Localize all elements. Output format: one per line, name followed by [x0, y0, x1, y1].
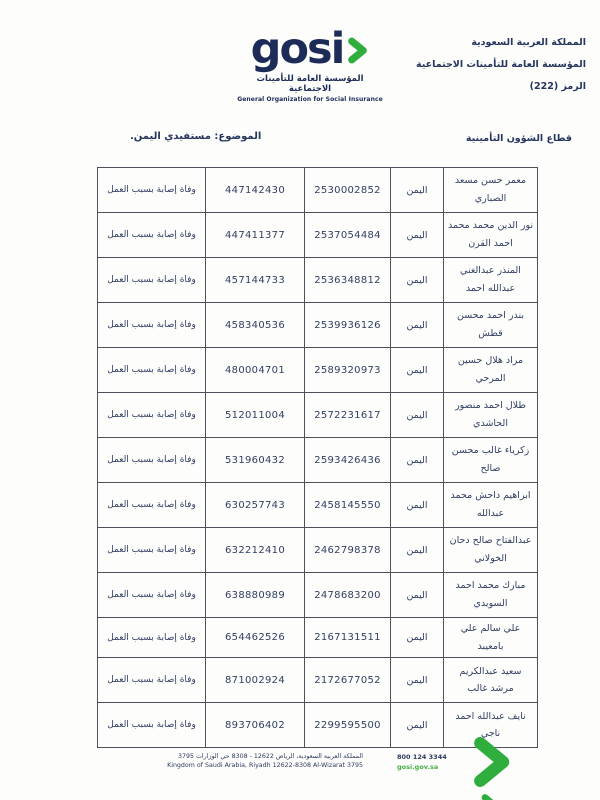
cell-reason: وفاة إصابة بسبب العمل	[98, 483, 206, 528]
cell-name: ابراهيم داحش محمد عبدالله	[444, 483, 538, 528]
table-row	[98, 438, 538, 483]
cell-number1: 2299595500	[305, 703, 391, 748]
cell-country: اليمن	[391, 483, 444, 528]
cell-country: اليمن	[391, 168, 444, 213]
table-row	[98, 618, 538, 658]
cell-number1: 2530002852	[305, 168, 391, 213]
cell-number2: 458340536	[206, 303, 305, 348]
cell-name: معمر حسن مسعد الصباري	[444, 168, 538, 213]
logo-subtitle-arabic: المؤسسة العامة للتأمينات الاجتماعية	[256, 74, 364, 94]
cell-number1: 2462798378	[305, 528, 391, 573]
cell-name: زكرياء غالب محسن صالح	[444, 438, 538, 483]
letterhead-block	[416, 37, 586, 103]
cell-number1: 2172677052	[305, 658, 391, 703]
cell-number2: 630257743	[206, 483, 305, 528]
gosi-logo	[236, 24, 384, 103]
cell-name: نور الدين محمد محمد احمد القرن	[444, 213, 538, 258]
cell-name: سعيد عبدالكريم مرشد غالب	[444, 658, 538, 703]
cell-number2: 480004701	[206, 348, 305, 393]
beneficiaries-table	[97, 167, 538, 748]
cell-number2: 632212410	[206, 528, 305, 573]
cell-number1: 2537054484	[305, 213, 391, 258]
subject-line: الموضوع: مستفيدي اليمن.	[130, 131, 262, 142]
cell-reason: وفاة إصابة بسبب العمل	[98, 213, 206, 258]
cell-number2: 654462526	[206, 618, 305, 658]
table-row	[98, 348, 538, 393]
footer-contact	[397, 753, 447, 772]
logo-subtitle-english: General Organization for Social Insurance	[237, 96, 383, 103]
cell-reason: وفاة إصابة بسبب العمل	[98, 168, 206, 213]
cell-country: اليمن	[391, 258, 444, 303]
cell-reason: وفاة إصابة بسبب العمل	[98, 258, 206, 303]
cell-number2: 638880989	[206, 573, 305, 618]
cell-name: بندر احمد محسن قطش	[444, 303, 538, 348]
chevron-right-icon	[346, 35, 369, 70]
cell-number2: 871002924	[206, 658, 305, 703]
cell-name: طلال احمد منصور الحاشدي	[444, 393, 538, 438]
gosi-wordmark: gosi	[250, 24, 344, 74]
table-row	[98, 213, 538, 258]
cell-country: اليمن	[391, 573, 444, 618]
cell-reason: وفاة إصابة بسبب العمل	[98, 573, 206, 618]
letterhead-country-line: المملكة العربية السعودية	[471, 37, 586, 48]
cell-country: اليمن	[391, 528, 444, 573]
cell-name: مراد هلال حسين المرحي	[444, 348, 538, 393]
cell-number1: 2589320973	[305, 348, 391, 393]
cell-name: علي سالم علي بامعيبد	[444, 618, 538, 658]
letterhead-organization-line: المؤسسة العامة للتأمينات الاجتماعية	[416, 59, 586, 70]
gosi-wordmark-row	[236, 24, 384, 74]
cell-reason: وفاة إصابة بسبب العمل	[98, 393, 206, 438]
cell-number2: 512011004	[206, 393, 305, 438]
cell-number1: 2458145550	[305, 483, 391, 528]
cell-number1: 2539936126	[305, 303, 391, 348]
cell-number2: 893706402	[206, 703, 305, 748]
footer-address-arabic: المملكة العربية السعودية، الرياض 12622 - 8308 حي الوزارات 3795	[177, 753, 363, 760]
sector-line: قطاع الشؤون التأمينية	[465, 133, 572, 144]
cell-country: اليمن	[391, 393, 444, 438]
cell-name: المنذر عبدالغني عبدالله احمد	[444, 258, 538, 303]
cell-number1: 2536348812	[305, 258, 391, 303]
cell-number1: 2167131511	[305, 618, 391, 658]
table-row	[98, 393, 538, 438]
cell-number2: 531960432	[206, 438, 305, 483]
table-row	[98, 573, 538, 618]
table-row	[98, 483, 538, 528]
cell-country: اليمن	[391, 438, 444, 483]
cell-number1: 2478683200	[305, 573, 391, 618]
cell-name: عبدالفتاح صالح دحان الخولاني	[444, 528, 538, 573]
cell-country: اليمن	[391, 213, 444, 258]
letterhead-code-line: الرمز (222)	[529, 81, 586, 92]
footer-address	[167, 752, 363, 770]
cell-country: اليمن	[391, 703, 444, 748]
cell-reason: وفاة إصابة بسبب العمل	[98, 703, 206, 748]
footer-address-english: Kingdom of Saudi Arabia, Riyadh 12622-8308 Al-Wizarat 3795	[167, 762, 363, 769]
cell-number2: 447411377	[206, 213, 305, 258]
table-row	[98, 658, 538, 703]
chevron-right-partial-icon	[477, 793, 505, 800]
cell-reason: وفاة إصابة بسبب العمل	[98, 438, 206, 483]
cell-number1: 2593426436	[305, 438, 391, 483]
cell-country: اليمن	[391, 618, 444, 658]
chevron-right-icon	[468, 735, 514, 793]
cell-reason: وفاة إصابة بسبب العمل	[98, 528, 206, 573]
table-row	[98, 528, 538, 573]
cell-number1: 2572231617	[305, 393, 391, 438]
cell-country: اليمن	[391, 303, 444, 348]
cell-reason: وفاة إصابة بسبب العمل	[98, 658, 206, 703]
cell-reason: وفاة إصابة بسبب العمل	[98, 303, 206, 348]
cell-name: نايف عبدالله احمد ناجي	[444, 703, 538, 748]
cell-name: مبارك محمد احمد السويدي	[444, 573, 538, 618]
cell-country: اليمن	[391, 348, 444, 393]
table-row	[98, 258, 538, 303]
cell-country: اليمن	[391, 658, 444, 703]
cell-reason: وفاة إصابة بسبب العمل	[98, 618, 206, 658]
cell-number2: 457144733	[206, 258, 305, 303]
table-body	[98, 168, 538, 748]
footer-website: gosi.gov.sa	[397, 762, 439, 771]
cell-reason: وفاة إصابة بسبب العمل	[98, 348, 206, 393]
table-row	[98, 168, 538, 213]
cell-number2: 447142430	[206, 168, 305, 213]
footer-phone: 800 124 3344	[397, 753, 447, 761]
table-row	[98, 303, 538, 348]
